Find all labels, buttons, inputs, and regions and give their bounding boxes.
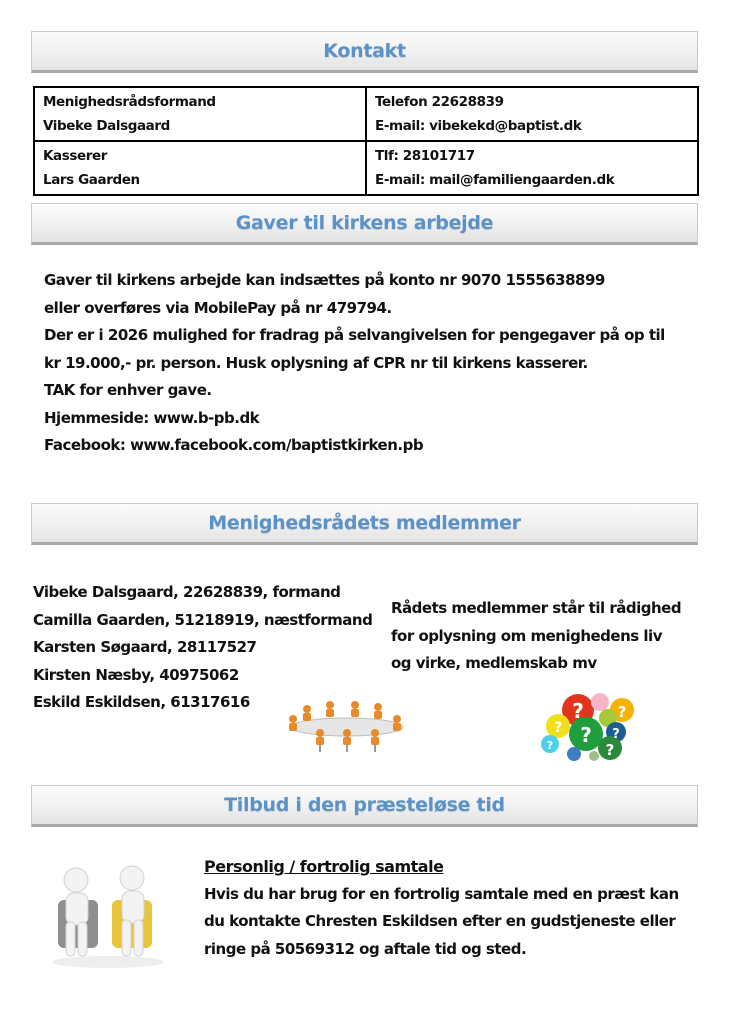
contact-name: Vibeke Dalsgaard bbox=[43, 118, 170, 134]
svg-text:?: ? bbox=[617, 703, 627, 721]
tilbud-banner bbox=[31, 785, 698, 827]
svg-text:?: ? bbox=[553, 720, 563, 736]
contact-cell bbox=[34, 87, 366, 141]
table-row bbox=[34, 141, 698, 195]
contact-cell bbox=[366, 141, 698, 195]
contact-cell bbox=[34, 141, 366, 195]
gaver-text bbox=[44, 267, 665, 460]
note-line: Rådets medlemmer står til rådighed bbox=[391, 599, 682, 617]
contact-cell bbox=[366, 87, 698, 141]
contact-table bbox=[33, 86, 699, 196]
contact-role: Menighedsrådsformand bbox=[43, 94, 216, 110]
members-note bbox=[391, 595, 681, 678]
list-item: Camilla Gaarden, 51218919, næstformand bbox=[33, 610, 373, 629]
samtale-block bbox=[204, 853, 679, 963]
gaver-title: Gaver til kirkens arbejde bbox=[235, 212, 494, 234]
list-item: Karsten Søgaard, 28117527 bbox=[33, 638, 257, 656]
meeting-table-icon bbox=[285, 695, 410, 755]
list-item: Vibeke Dalsgaard, 22628839, formand bbox=[33, 583, 341, 601]
gaver-line: kr 19.000,- pr. person. Husk oplysning af CPR nr til kirkens kasserer. bbox=[44, 353, 588, 372]
table-row bbox=[34, 87, 698, 141]
gaver-line: TAK for enhver gave. bbox=[44, 381, 212, 399]
contact-role: Kasserer bbox=[43, 148, 108, 164]
contact-phone: Telefon 22628839 bbox=[375, 94, 504, 110]
kontakt-banner bbox=[31, 31, 698, 73]
list-item: Kirsten Næsby, 40975062 bbox=[33, 665, 239, 684]
gaver-banner bbox=[31, 203, 698, 245]
svg-text:?: ? bbox=[546, 739, 554, 752]
contact-name: Lars Gaarden bbox=[43, 172, 140, 188]
samtale-line: ringe på 50569312 og aftale tid og sted. bbox=[204, 939, 527, 958]
svg-text:?: ? bbox=[580, 723, 592, 747]
samtale-line: du kontakte Chresten Eskildsen efter en gudstjeneste eller bbox=[204, 912, 676, 930]
note-line: og virke, medlemskab mv bbox=[391, 654, 597, 672]
menighedsraad-title: Menighedsrådets medlemmer bbox=[208, 512, 521, 534]
note-line: for oplysning om menighedens liv bbox=[391, 626, 662, 645]
svg-text:?: ? bbox=[612, 727, 620, 742]
homepage-link[interactable]: Hjemmeside: www.b-pb.dk bbox=[44, 408, 260, 427]
svg-text:?: ? bbox=[605, 741, 615, 759]
contact-email[interactable]: E-mail: mail@familiengaarden.dk bbox=[375, 172, 615, 188]
gaver-line: Gaver til kirkens arbejde kan indsættes på konto nr 9070 1555638899 bbox=[44, 271, 605, 289]
samtale-line: Hvis du har brug for en fortrolig samtale med en præst kan bbox=[204, 884, 679, 903]
tilbud-title: Tilbud i den præsteløse tid bbox=[224, 794, 505, 816]
facebook-link[interactable]: Facebook: www.facebook.com/baptistkirken.pb bbox=[44, 436, 424, 454]
gaver-line: eller overføres via MobilePay på nr 479794. bbox=[44, 298, 392, 317]
question-marks-icon bbox=[538, 688, 638, 763]
kontakt-title: Kontakt bbox=[323, 40, 406, 62]
svg-text:?: ? bbox=[572, 699, 584, 723]
gaver-line: Der er i 2026 mulighed for fradrag på selvangivelsen for pengegaver på op til bbox=[44, 326, 665, 344]
samtale-heading: Personlig / fortrolig samtale bbox=[204, 857, 444, 876]
contact-phone: Tlf: 28101717 bbox=[375, 148, 475, 164]
menighedsraad-banner bbox=[31, 503, 698, 545]
contact-email[interactable]: E-mail: vibekekd@baptist.dk bbox=[375, 118, 582, 134]
list-item: Eskild Eskildsen, 61317616 bbox=[33, 693, 250, 711]
conversation-figures-icon bbox=[48, 860, 168, 970]
